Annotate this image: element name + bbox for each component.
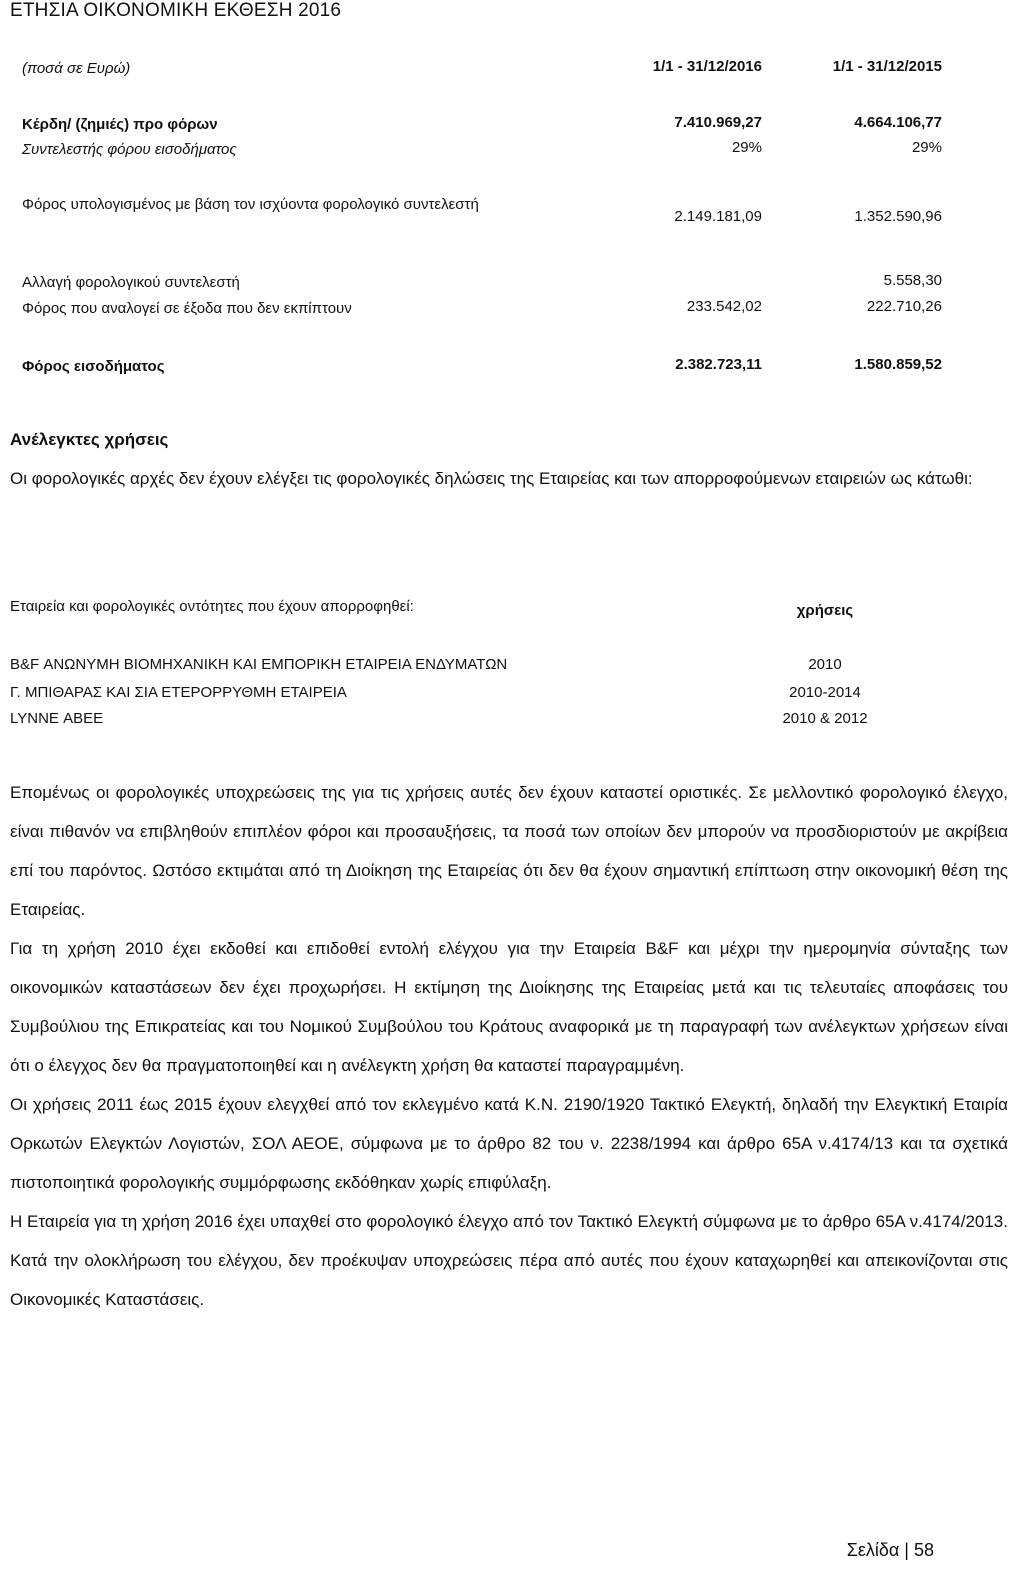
currency-note: (ποσά σε Ευρώ) [22,60,131,77]
report-title: ΕΤΗΣΙΑ ΟΙΚΟΝΟΜΙΚΗ ΕΚΘΕΣΗ 2016 [10,0,342,21]
list-item [10,710,1000,734]
value-2016: 7.410.969,27 [674,114,762,131]
entity-name: LYNNE ΑΒΕΕ [10,710,104,727]
value-2015: 1.580.859,52 [854,356,942,373]
value-2015: 222.710,26 [866,298,942,315]
row-label: Κέρδη/ (ζημιές) προ φόρων [22,116,218,133]
list-item [10,656,1000,680]
value-2015: 5.558,30 [883,272,942,289]
paragraph: Η Εταιρεία για τη χρήση 2016 έχει υπαχθεί στο φορολογικό έλεγχο από τον Τακτικό Ελεγκτή σύμφωνα με το άρθρο 65Α ν.4174/2013. Κατά την ολοκλήρωση του ελέγχου, δεν προέκυψαν υποχρεώσεις πέρα από αυτές που έχουν καταχωρηθεί και απεικονίζονται στις Οικονομικές Καταστάσεις. [10,1212,1008,1309]
row-label: Αλλαγή φορολογικού συντελεστή [22,274,240,291]
column-header-2015: 1/1 - 31/12/2015 [832,58,942,75]
value-2016: 2.149.181,09 [674,208,762,225]
years-header: χρήσεις [796,602,854,619]
entity-years: 2010 [808,656,842,673]
row-label: Φόρος εισοδήματος [22,358,165,375]
body-text [10,773,1008,1319]
intro-paragraph: Οι φορολογικές αρχές δεν έχουν ελέγξει τις φορολογικές δηλώσεις της Εταιρείας και των απορροφούμενων εταιρειών ως κάτωθι: [10,469,973,488]
value-2015: 29% [911,139,942,156]
value-2016: 29% [731,139,762,156]
entity-name: Γ. ΜΠΙΘΑΡΑΣ ΚΑΙ ΣΙΑ ΕΤΕΡΟΡΡΥΘΜΗ ΕΤΑΙΡΕΙΑ [10,684,347,701]
entities-header-row [10,598,1000,622]
entities-header: Εταιρεία και φορολογικές οντότητες που έχουν απορροφηθεί: [10,598,414,615]
value-2015: 4.664.106,77 [854,114,942,131]
paragraph: Οι χρήσεις 2011 έως 2015 έχουν ελεγχθεί από τον εκλεγμένο κατά Κ.Ν. 2190/1920 Τακτικό Ελεγκτή, δηλαδή την Ελεγκτική Εταιρία Ορκωτών Ελεγκτών Λογιστών, ΣΟΛ ΑΕΟΕ, σύμφωνα με το άρθρο 82 του ν. 2238/1994 και άρθρο 65Α ν.4174/13 και τα σχετικά πιστοποιητικά φορολογικής συμμόρφωσης εκδόθηκαν χωρίς επιφύλαξη. [10,1095,1008,1192]
row-label: Συντελεστής φόρου εισοδήματος [22,141,237,158]
entity-years: 2010-2014 [789,684,861,701]
row-label: Φόρος υπολογισμένος με βάση τον ισχύοντα φορολογικό συντελεστή [22,196,479,213]
column-header-2016: 1/1 - 31/12/2016 [652,58,762,75]
paragraph: Για τη χρήση 2010 έχει εκδοθεί και επιδοθεί εντολή ελέγχου για την Εταιρεία B&F και μέχρι την ημερομηνία σύνταξης των οικονομικών καταστάσεων δεν έχει προχωρήσει. Η εκτίμηση της Διοίκησης της Εταιρείας μετά και τις τελευταίες αποφάσεις του Συμβούλιου της Επικρατείας και του Νομικού Συμβούλου του Κράτους αναφορικά με τη παραγραφή των ανέλεγκτων χρήσεων είναι ότι ο έλεγχος δεν θα πραγματοποιηθεί και η ανέλεγκτη χρήση θα καταστεί παραγραμμένη. [10,939,1008,1075]
paragraph: Επομένως οι φορολογικές υποχρεώσεις της για τις χρήσεις αυτές δεν έχουν καταστεί οριστικές. Σε μελλοντικό φορολογικό έλεγχο, είναι πιθανόν να επιβληθούν επιπλέον φόροι και προσαυξήσεις, τα ποσά των οποίων δεν μπορούν να προσδιοριστούν με ακρίβεια επί του παρόντος. Ωστόσο εκτιμάται από τη Διοίκηση της Εταιρείας ότι δεν θα έχουν σημαντική επίπτωση στην οικονομική θέση της Εταιρείας. [10,783,1008,919]
page-number: Σελίδα | 58 [846,1540,934,1560]
entity-years: 2010 & 2012 [782,710,868,727]
row-label: Φόρος που αναλογεί σε έξοδα που δεν εκπίπτουν [22,300,352,317]
section-title: Ανέλεγκτες χρήσεις [10,430,169,449]
list-item [10,684,1000,708]
value-2016: 2.382.723,11 [675,356,762,373]
value-2015: 1.352.590,96 [854,208,942,225]
entity-name: B&F ΑΝΩΝΥΜΗ ΒΙΟΜΗΧΑΝΙΚΗ ΚΑΙ ΕΜΠΟΡΙΚΗ ΕΤΑΙΡΕΙΑ ΕΝΔΥΜΑΤΩΝ [10,656,508,673]
value-2016: 233.542,02 [686,298,762,315]
